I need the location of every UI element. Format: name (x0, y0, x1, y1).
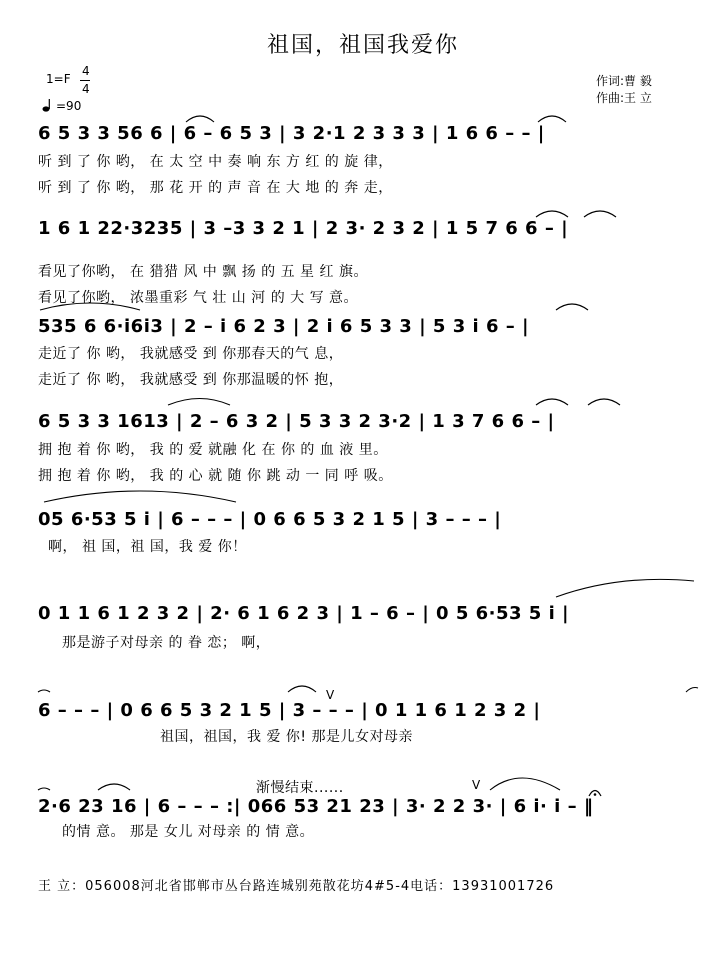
lyric-line-1b: 听 到 了 你 哟， 那 花 开 的 声 音 在 大 地 的 奔 走， (38, 180, 393, 196)
footer-contact: 王 立：056008河北省邯郸市丛台路连城别苑散花坊4#5-4电话：13931001726 (38, 879, 555, 894)
lyric-line-2a: 看见了你哟， 在 猎猎 风 中 飘 扬 的 五 星 红 旗。 (38, 264, 368, 280)
notation-line-3: 535 6 6·i6i3 | 2 – i 6 2 3 | 2 i 6 5 3 3 | 5 3 i 6 – | (38, 316, 530, 337)
notation-line-7: 6 – – – | 0 6 6 5 3 2 1 5 | 3 – – – | 0 1 1 6 1 2 3 2 | (38, 700, 541, 721)
time-signature-bottom: 4 (82, 82, 90, 96)
lyric-line-3b: 走近了 你 哟， 我就感受 到 你那温暖的怀 抱， (38, 372, 344, 388)
lyric-line-3a: 走近了 你 哟， 我就感受 到 你那春天的气 息， (38, 346, 344, 362)
notation-line-1: 6 5 3 3 56 6 | 6 – 6 5 3 | 3 2·1 2 3 3 3 | 1 6 6 – – | (38, 123, 545, 144)
notation-line-5: 05 6·53 5 i | 6 – – – | 0 6 6 5 3 2 1 5 | 3 – – – | (38, 509, 502, 530)
notation-line-4: 6 5 3 3 1613 | 2 – 6 3 2 | 5 3 3 2 3·2 | 1 3 7 6 6 – | (38, 411, 555, 432)
tempo-value: =90 (56, 99, 82, 113)
composer-credit: 作曲:王 立 (596, 91, 652, 105)
notation-line-8: 2·6 23 16 | 6 – – – :| 066 53 21 23 | 3· 2 2 3· | 6 i· i – ‖ (38, 796, 594, 817)
lyric-line-8: 的情 意。 那是 女儿 对母亲 的 情 意。 (62, 824, 315, 840)
lyricist-credit: 作词:曹 毅 (596, 74, 652, 88)
lyric-line-2b: 看见了你哟， 浓墨重彩 气 壮 山 河 的 大 写 意。 (38, 290, 359, 306)
breath-mark: V (472, 778, 481, 792)
song-title: 祖国，祖国我爱你 (266, 33, 459, 58)
time-signature-top: 4 (82, 64, 90, 78)
lyric-line-4a: 拥 抱 着 你 哟， 我 的 爱 就融 化 在 你 的 血 液 里。 (38, 442, 388, 458)
notation-line-6: 0 1 1 6 1 2 3 2 | 2· 6 1 6 2 3 | 1 – 6 – | 0 5 6·53 5 i | (38, 603, 570, 624)
notation-line-2: 1 6 1 22·3235 | 3 –3 3 2 1 | 2 3· 2 3 2 | 1 5 7 6 6 – | (38, 218, 569, 239)
tempo-direction: 渐慢结束...... (256, 780, 344, 796)
key-signature: 1=F (46, 72, 71, 86)
lyric-line-6: 那是游子对母亲 的 眷 恋； 啊， (62, 635, 271, 651)
lyric-line-5: 啊， 祖 国，祖 国，我 爱 你！ (48, 539, 247, 555)
lyric-line-7: 祖国，祖国，我 爱 你! 那是儿女对母亲 (160, 729, 413, 745)
lyric-line-4b: 拥 抱 着 你 哟， 我 的 心 就 随 你 跳 动 一 同 呼 吸。 (38, 468, 393, 484)
lyric-line-1a: 听 到 了 你 哟， 在 太 空 中 奏 响 东 方 红 的 旋 律， (38, 154, 393, 170)
breath-mark: V (326, 688, 335, 702)
